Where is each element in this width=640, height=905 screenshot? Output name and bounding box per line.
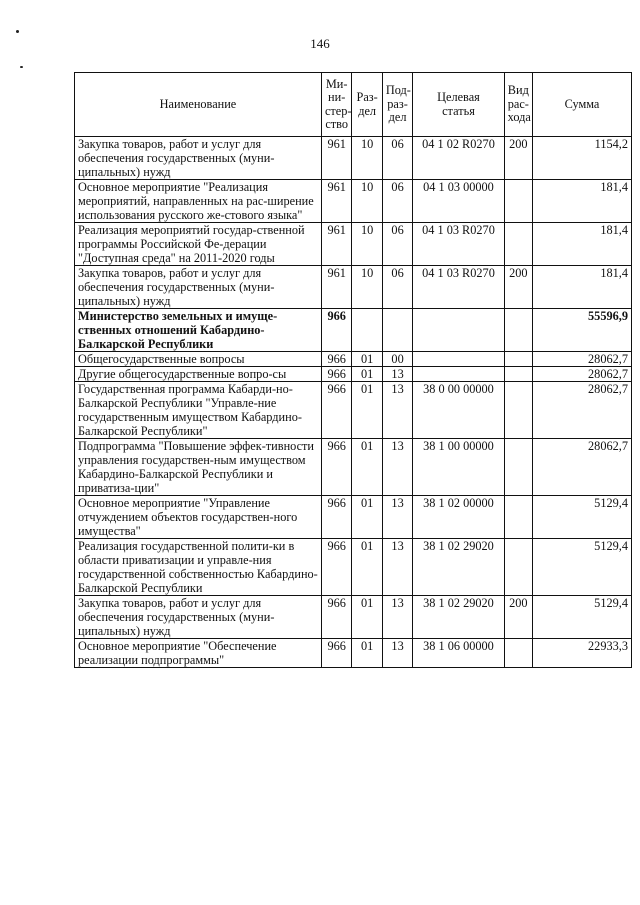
- cell-amount: 181,4: [532, 180, 631, 223]
- cell-target-article: 38 1 02 00000: [413, 496, 504, 539]
- cell-expense-type: [504, 639, 532, 668]
- cell-amount: 55596,9: [532, 309, 631, 352]
- table-header-row: [75, 73, 632, 137]
- cell-subsection: 13: [382, 439, 412, 496]
- cell-section: 01: [352, 382, 382, 439]
- cell-subsection: 06: [382, 266, 412, 309]
- table-body: [75, 137, 632, 668]
- cell-target-article: [413, 352, 504, 367]
- cell-name: Государственная программа Кабарди-но-Балкарской Республики "Управле-ние государственным имуществом Кабардино-Балкарской Республики": [75, 382, 322, 439]
- cell-subsection: 00: [382, 352, 412, 367]
- cell-name: Реализация мероприятий государ-ственной программы Российской Фе-дерации "Доступная среда" на 2011-2020 годы: [75, 223, 322, 266]
- cell-amount: 22933,3: [532, 639, 631, 668]
- table-row: [75, 367, 632, 382]
- cell-name: Общегосударственные вопросы: [75, 352, 322, 367]
- cell-name: Закупка товаров, работ и услуг для обеспечения государственных (муни-ципальных) нужд: [75, 266, 322, 309]
- cell-name: Реализация государственной полити-ки в области приватизации и управле-ния государственной собственностью Кабардино-Балкарской Республики: [75, 539, 322, 596]
- cell-expense-type: [504, 352, 532, 367]
- cell-target-article: [413, 309, 504, 352]
- cell-ministry: 966: [321, 352, 351, 367]
- cell-expense-type: 200: [504, 266, 532, 309]
- cell-subsection: 13: [382, 596, 412, 639]
- cell-ministry: 966: [321, 496, 351, 539]
- table-row: [75, 352, 632, 367]
- header-name-text: Наименование: [159, 96, 237, 111]
- cell-amount: 1154,2: [532, 137, 631, 180]
- cell-section: 10: [352, 180, 382, 223]
- cell-amount: 28062,7: [532, 439, 631, 496]
- cell-target-article: 04 1 03 00000: [413, 180, 504, 223]
- cell-expense-type: [504, 496, 532, 539]
- cell-expense-type: 200: [504, 137, 532, 180]
- cell-ministry: 966: [321, 539, 351, 596]
- header-name: [75, 73, 322, 137]
- cell-ministry: 961: [321, 180, 351, 223]
- cell-expense-type: [504, 309, 532, 352]
- cell-subsection: 06: [382, 180, 412, 223]
- table-row: [75, 223, 632, 266]
- header-target-article: Целевая статья: [413, 73, 504, 137]
- cell-amount: 181,4: [532, 223, 631, 266]
- cell-ministry: 966: [321, 439, 351, 496]
- cell-subsection: 13: [382, 367, 412, 382]
- cell-ministry: 966: [321, 639, 351, 668]
- cell-ministry: 961: [321, 223, 351, 266]
- cell-target-article: 38 1 06 00000: [413, 639, 504, 668]
- cell-expense-type: [504, 180, 532, 223]
- table-row: [75, 439, 632, 496]
- cell-name: Министерство земельных и имуще-ственных отношений Кабардино-Балкарской Республики: [75, 309, 322, 352]
- cell-expense-type: [504, 382, 532, 439]
- cell-expense-type: [504, 539, 532, 596]
- cell-target-article: 04 1 03 R0270: [413, 266, 504, 309]
- cell-section: 01: [352, 639, 382, 668]
- cell-name: Другие общегосударственные вопро-сы: [75, 367, 322, 382]
- table-row: [75, 496, 632, 539]
- cell-amount: 28062,7: [532, 367, 631, 382]
- cell-target-article: 38 1 00 00000: [413, 439, 504, 496]
- cell-target-article: 04 1 02 R0270: [413, 137, 504, 180]
- cell-target-article: [413, 367, 504, 382]
- cell-section: 10: [352, 223, 382, 266]
- cell-name: Основное мероприятие "Управление отчуждением объектов государствен-ного имущества": [75, 496, 322, 539]
- cell-subsection: 13: [382, 382, 412, 439]
- cell-subsection: 13: [382, 539, 412, 596]
- cell-amount: 5129,4: [532, 496, 631, 539]
- cell-target-article: 04 1 03 R0270: [413, 223, 504, 266]
- scan-speck: [20, 66, 23, 68]
- table-row: [75, 266, 632, 309]
- cell-ministry: 966: [321, 382, 351, 439]
- cell-amount: 5129,4: [532, 539, 631, 596]
- cell-section: 01: [352, 539, 382, 596]
- cell-amount: 181,4: [532, 266, 631, 309]
- cell-ministry: 966: [321, 309, 351, 352]
- cell-ministry: 961: [321, 137, 351, 180]
- cell-amount: 28062,7: [532, 382, 631, 439]
- cell-name: Основное мероприятие "Обеспечение реализации подпрограммы": [75, 639, 322, 668]
- cell-name: Закупка товаров, работ и услуг для обеспечения государственных (муни-ципальных) нужд: [75, 137, 322, 180]
- table-row: [75, 137, 632, 180]
- cell-amount: 28062,7: [532, 352, 631, 367]
- table-row: [75, 596, 632, 639]
- cell-ministry: 966: [321, 596, 351, 639]
- cell-section: 10: [352, 266, 382, 309]
- cell-section: [352, 309, 382, 352]
- header-section: Раз- дел: [352, 73, 382, 137]
- scan-speck: [16, 30, 19, 33]
- page-number: 146: [310, 36, 330, 51]
- header-subsection: Под- раз- дел: [382, 73, 412, 137]
- table-row: [75, 180, 632, 223]
- cell-name: Закупка товаров, работ и услуг для обеспечения государственных (муни-ципальных) нужд: [75, 596, 322, 639]
- table-row: [75, 539, 632, 596]
- cell-target-article: 38 0 00 00000: [413, 382, 504, 439]
- cell-expense-type: [504, 439, 532, 496]
- cell-section: 01: [352, 439, 382, 496]
- cell-subsection: 06: [382, 137, 412, 180]
- cell-section: 01: [352, 596, 382, 639]
- cell-name: Подпрограмма "Повышение эффек-тивности управления государствен-ным имуществом Кабардино-Балкарской Республики и приватиза-ции": [75, 439, 322, 496]
- cell-expense-type: [504, 223, 532, 266]
- cell-section: 01: [352, 496, 382, 539]
- cell-expense-type: [504, 367, 532, 382]
- cell-target-article: 38 1 02 29020: [413, 539, 504, 596]
- cell-ministry: 961: [321, 266, 351, 309]
- cell-ministry: 966: [321, 367, 351, 382]
- cell-subsection: [382, 309, 412, 352]
- cell-subsection: 13: [382, 496, 412, 539]
- cell-subsection: 13: [382, 639, 412, 668]
- header-ministry: Ми- ни- стер- ство: [321, 73, 351, 137]
- header-expense-type: Вид рас- хода: [504, 73, 532, 137]
- cell-amount: 5129,4: [532, 596, 631, 639]
- cell-expense-type: 200: [504, 596, 532, 639]
- cell-section: 01: [352, 367, 382, 382]
- cell-subsection: 06: [382, 223, 412, 266]
- cell-section: 10: [352, 137, 382, 180]
- cell-target-article: 38 1 02 29020: [413, 596, 504, 639]
- budget-table: [74, 72, 632, 668]
- table-row: [75, 309, 632, 352]
- table-row: [75, 639, 632, 668]
- header-amount: Сумма: [532, 73, 631, 137]
- table-row: [75, 382, 632, 439]
- cell-section: 01: [352, 352, 382, 367]
- cell-name: Основное мероприятие "Реализация мероприятий, направленных на рас-ширение использования русского же-стового языка": [75, 180, 322, 223]
